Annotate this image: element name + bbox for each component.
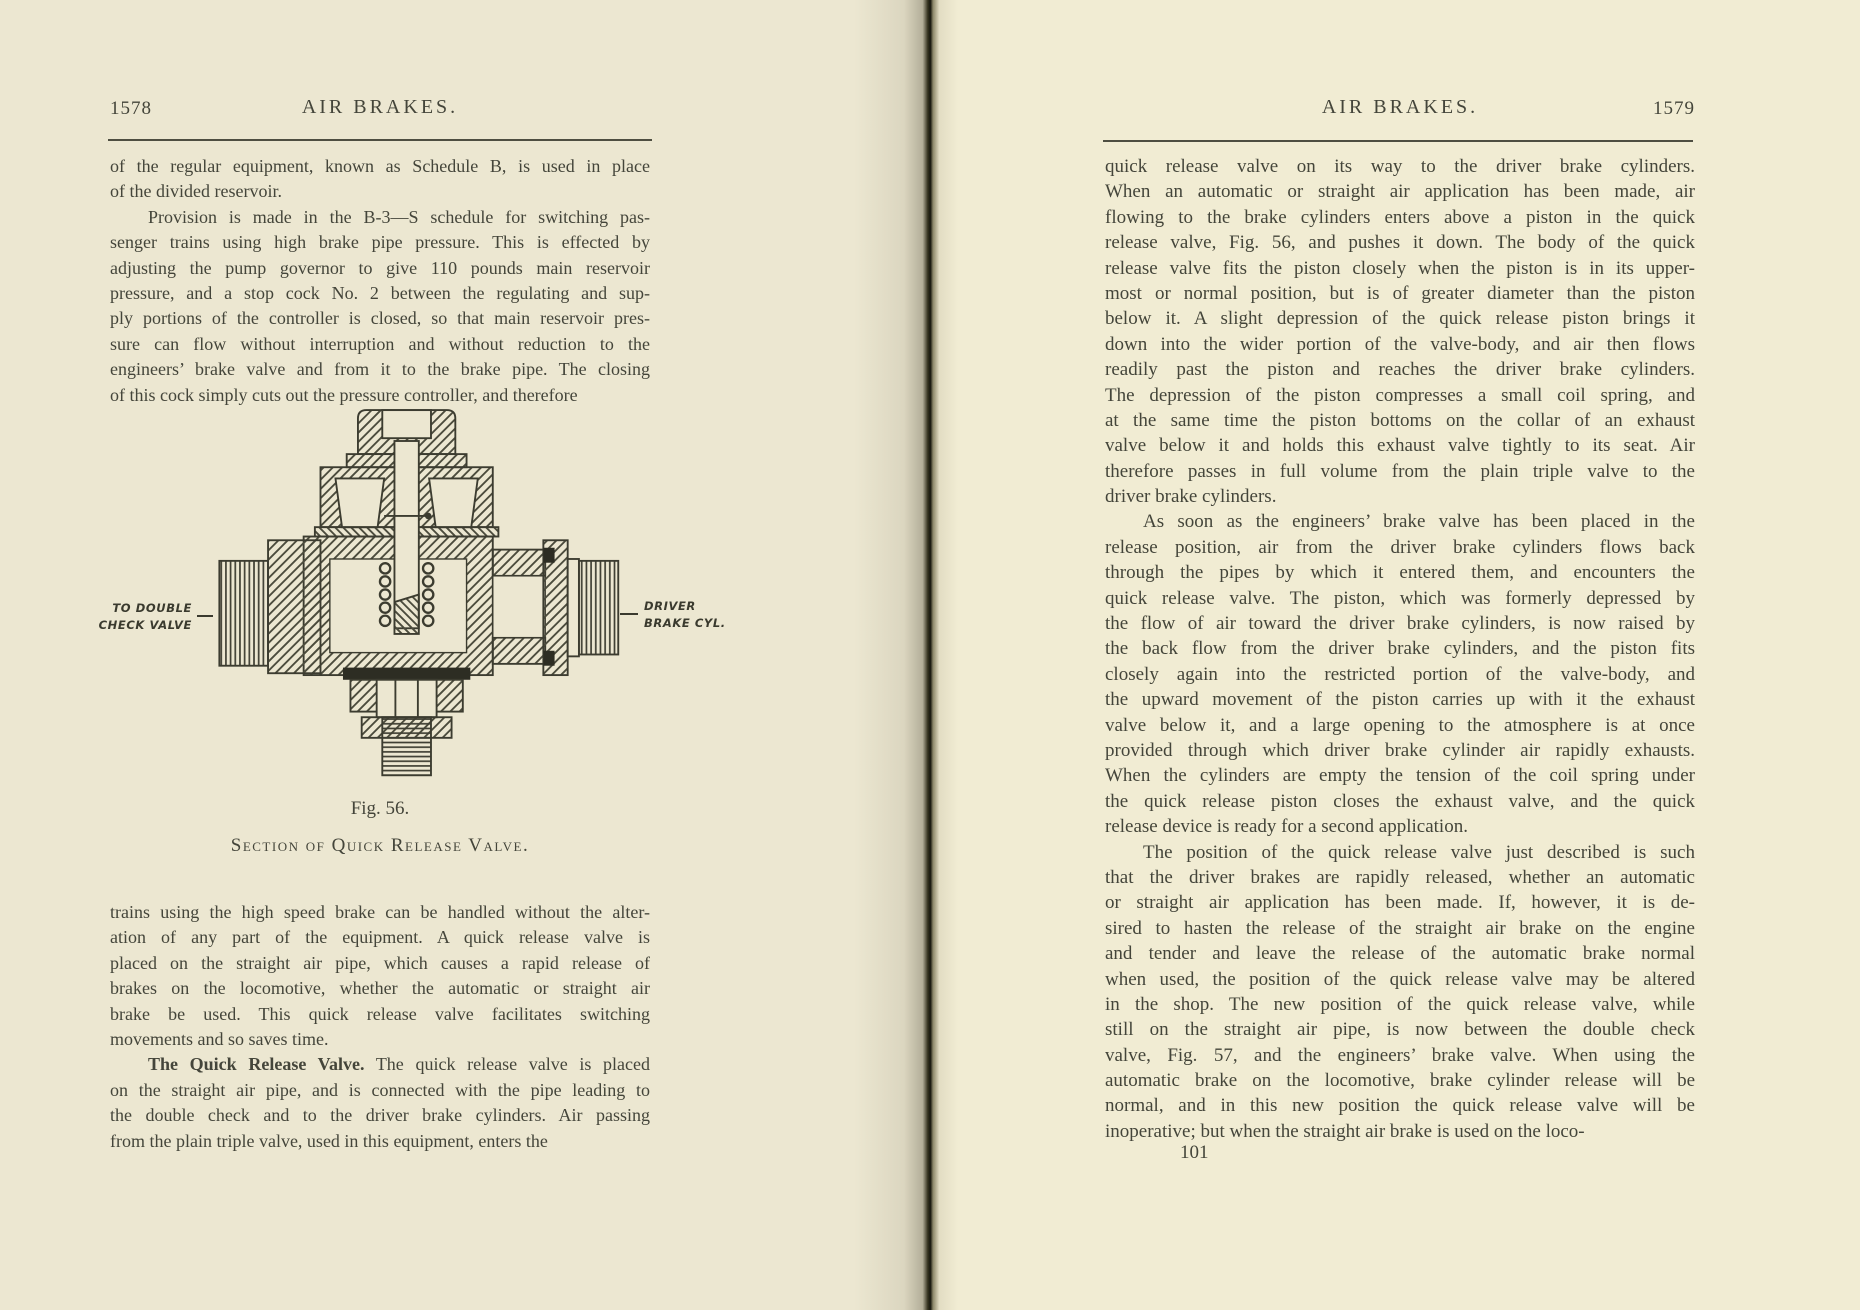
paragraph	[1105, 840, 1695, 1145]
valve-cross-section-figure	[210, 398, 622, 793]
text-line: flowing to the brake cylinders enters above a piston in the quick	[1105, 206, 1695, 228]
text-line: readily past the piston and reaches the driver brake cylinders.	[1105, 359, 1695, 381]
text-line: still on the straight air pipe, is now between the double check	[1105, 1019, 1695, 1041]
text-line: ation of any part of the equipment. A quick release valve is	[110, 927, 650, 948]
text-line: adjusting the pump governor to give 110 pounds main reservoir	[110, 257, 650, 278]
text-line: When the cylinders are empty the tension of the coil spring under	[1105, 765, 1695, 787]
text-line: of this cock simply cuts out the pressure controller, and therefore	[110, 384, 578, 405]
text-line: release device is ready for a second application.	[1105, 816, 1468, 838]
right-page	[928, 0, 1860, 1310]
text-line: valve below it and holds this exhaust valve tightly to its seat. Air	[1105, 435, 1695, 457]
text-line: pressure, and a stop cock No. 2 between the regulating and sup-	[110, 282, 650, 303]
text-line: engineers’ brake valve and from it to the brake pipe. The closing	[110, 359, 650, 380]
text-line: down into the wider portion of the valve-body, and air then flows	[1105, 333, 1695, 355]
text-line: sired to hasten the release of the straight air brake on the engine	[1105, 917, 1695, 939]
text-line: closely again into the restricted portion of the valve-body, and	[1105, 663, 1695, 685]
text-line: release position, air from the driver brake cylinders flows back	[1105, 536, 1695, 558]
figure-number: Fig. 56.	[350, 798, 410, 819]
text-line: of the divided reservoir.	[110, 181, 282, 202]
text-line: and tender and leave the release of the automatic brake normal	[1105, 943, 1695, 965]
left-running-title: AIR BRAKES.	[301, 96, 459, 118]
text-line: therefore passes in full volume from the plain triple valve to the	[1105, 460, 1695, 482]
pointer-dash-left	[197, 615, 213, 617]
paragraph	[1105, 154, 1695, 509]
text-line: driver brake cylinders.	[1105, 486, 1277, 508]
text-line: brakes on the locomotive, whether the automatic or straight air	[110, 978, 650, 999]
text-line: sure can flow without interruption and without reduction to the	[110, 333, 650, 354]
text-line: valve, Fig. 57, and the engineers’ brake valve. When using the	[1105, 1044, 1695, 1066]
text-line: ply portions of the controller is closed, so that main reservoir pres-	[110, 308, 650, 329]
text-line: inoperative; but when the straight air brake is used on the loco-	[1105, 1120, 1585, 1142]
text-line: when used, the position of the quick release valve may be altered	[1105, 968, 1695, 990]
text-line: provided through which driver brake cylinder air rapidly exhausts.	[1105, 739, 1695, 761]
right-page-number: 1579	[1653, 98, 1695, 119]
text-line: When an automatic or straight air application has been made, air	[1105, 181, 1695, 203]
paragraph	[110, 1052, 650, 1154]
signature-mark: 101	[1180, 1142, 1209, 1163]
paragraph	[110, 900, 650, 1052]
left-text-top	[110, 154, 650, 408]
left-page	[0, 0, 928, 1310]
text-line: the flow of air toward the driver brake cylinders, is now raised by	[1105, 613, 1695, 635]
figure-label-line: CHECK VALVE	[98, 618, 192, 632]
text-line: from the plain triple valve, used in this equipment, enters the	[110, 1130, 548, 1151]
text-line: trains using the high speed brake can be handled without the alter-	[110, 902, 650, 922]
text-line: quick release valve on its way to the driver brake cylinders.	[1105, 156, 1695, 177]
text-line: The Quick Release Valve. The quick release valve is placed	[148, 1054, 650, 1075]
text-line: the upward movement of the piston carries up with it the exhaust	[1105, 689, 1695, 711]
text-line: normal, and in this new position the quick release valve will be	[1105, 1095, 1695, 1117]
text-line: through the pipes by which it entered them, and encounters the	[1105, 562, 1695, 584]
right-text	[1105, 154, 1695, 1144]
book-spine-gutter	[854, 0, 958, 1310]
figure-label-line: BRAKE CYL.	[644, 616, 726, 630]
left-header-rule	[108, 139, 652, 141]
right-running-title: AIR BRAKES.	[1321, 96, 1479, 118]
text-line: most or normal position, but is of greater diameter than the piston	[1105, 282, 1695, 304]
paragraph	[110, 154, 650, 205]
figure-label-line: TO DOUBLE	[112, 601, 192, 615]
pointer-dash-right	[620, 613, 638, 615]
text-line: valve below it, and a large opening to the atmosphere is at once	[1105, 714, 1695, 736]
left-page-number: 1578	[110, 98, 152, 119]
text-line: movements and so saves time.	[110, 1028, 329, 1049]
text-line: the double check and to the driver brake cylinders. Air passing	[110, 1105, 650, 1126]
text-line: quick release valve. The piston, which was formerly depressed by	[1105, 587, 1695, 609]
paragraph	[110, 205, 650, 408]
text-line: of the regular equipment, known as Schedule B, is used in place	[110, 156, 650, 176]
text-line: the back flow from the driver brake cylinders, and the piston fits	[1105, 638, 1695, 660]
text-line: below it. A slight depression of the quick release piston brings it	[1105, 308, 1695, 330]
text-line: the quick release piston closes the exhaust valve, and the quick	[1105, 790, 1695, 812]
figure-pointer-label-left	[92, 600, 192, 634]
text-line: automatic brake on the locomotive, brake cylinder release will be	[1105, 1070, 1695, 1092]
text-line: brake be used. This quick release valve facilitates switching	[110, 1003, 650, 1024]
text-line: As soon as the engineers’ brake valve has been placed in the	[1143, 511, 1695, 533]
text-line: release valve fits the piston closely when the piston is in its upper-	[1105, 257, 1695, 279]
text-line: release valve, Fig. 56, and pushes it down. The body of the quick	[1105, 232, 1695, 254]
figure-label-line: DRIVER	[644, 599, 696, 613]
text-line: that the driver brakes are rapidly released, whether an automatic	[1105, 866, 1695, 888]
text-line: senger trains using high brake pipe pressure. This is effected by	[110, 232, 650, 253]
text-line: in the shop. The new position of the quick release valve, while	[1105, 993, 1695, 1015]
figure-pointer-label-right	[644, 598, 754, 632]
right-header-rule	[1103, 140, 1693, 142]
text-line: or straight air application has been made. If, however, it is de-	[1105, 892, 1695, 914]
left-text-bottom	[110, 900, 650, 1154]
text-line: The depression of the piston compresses a small coil spring, and	[1105, 384, 1695, 406]
text-line: Provision is made in the B-3—S schedule for switching pas-	[148, 206, 650, 227]
text-line: at the same time the piston bottoms on the collar of an exhaust	[1105, 409, 1695, 431]
figure-caption: Section of Quick Release Valve.	[230, 835, 530, 856]
text-line: The position of the quick release valve just described is such	[1143, 841, 1695, 863]
paragraph	[1105, 509, 1695, 839]
text-line: placed on the straight air pipe, which causes a rapid release of	[110, 952, 650, 973]
text-line: on the straight air pipe, and is connected with the pipe leading to	[110, 1079, 650, 1100]
